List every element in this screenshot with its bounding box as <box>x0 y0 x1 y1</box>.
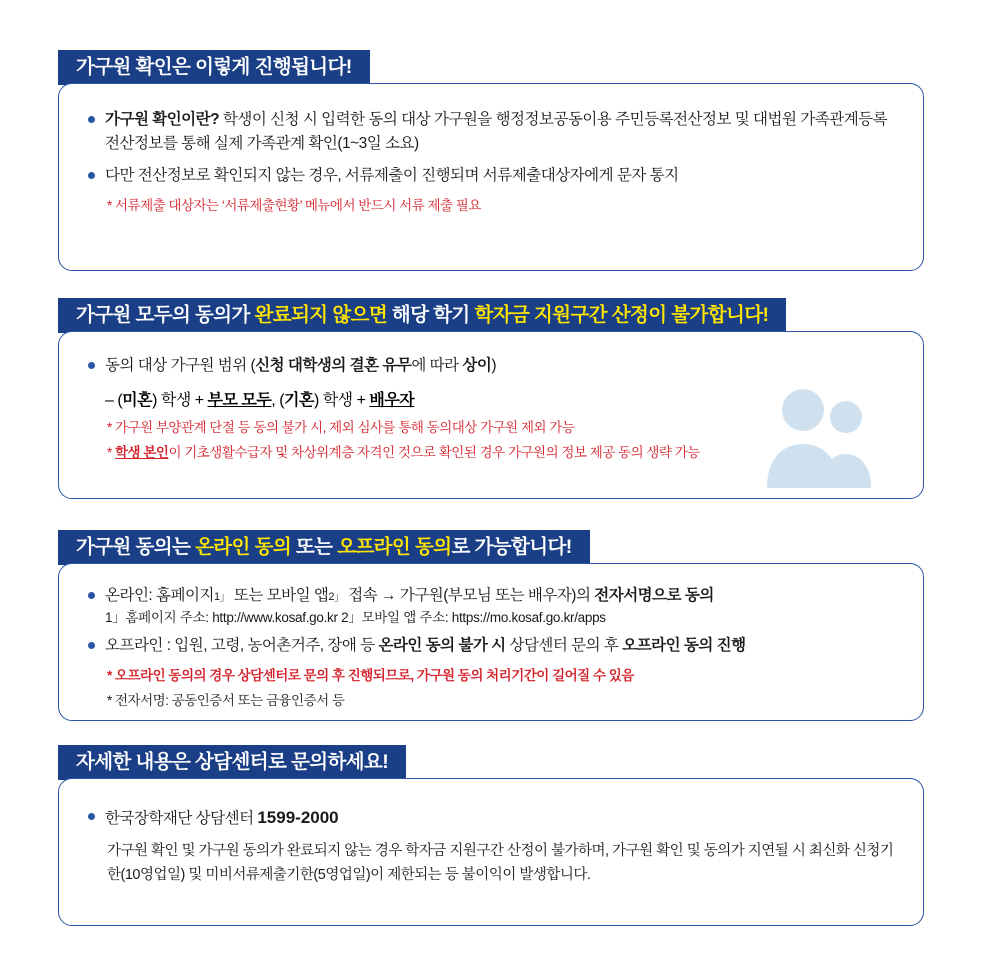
section-1-header-highlight: 가구원 확인 <box>76 56 173 78</box>
section-4-header-text: 자세한 내용은 상담센터로 문의하세요! <box>76 751 389 773</box>
bullet-1-lead: 가구원 확인이란? <box>105 111 220 129</box>
section-3-header <box>58 530 590 565</box>
section-4-bullet-list <box>85 805 897 831</box>
section-4-box <box>58 778 924 926</box>
counseling-phone-number: 1599-2000 <box>257 808 339 828</box>
list-item <box>85 354 897 377</box>
list-item <box>85 108 897 155</box>
section-1-header-rest: 은 이렇게 진행됩니다! <box>172 56 352 78</box>
section-3-header-part3: 로 가능합니다! <box>451 536 572 558</box>
section-2-note-1: * 가구원 부양관계 단절 등 동의 불가 시, 제외 심사를 통해 동의대상 가구원 제외 가능 <box>107 419 575 435</box>
section-3-bullet-2: 오프라인 : 입원, 고령, 농어촌거주, 장애 등 온라인 동의 불가 시 상담센터 문의 후 오프라인 동의 진행 <box>105 636 746 654</box>
section-2-header-highlight-1: 완료되지 않으면 <box>254 304 388 326</box>
section-3-note-2: * 전자서명: 공동인증서 또는 금융인증서 등 <box>107 693 345 709</box>
family-illustration-icon <box>739 384 889 488</box>
section-2-header-part2: 해당 학기 <box>387 304 475 326</box>
section-1-header <box>58 50 370 85</box>
section-2-bullet-list <box>85 354 897 377</box>
section-3-bullet-1-sub: 1」홈페이지 주소: http://www.kosaf.go.kr 2」모바일 앱 주소: https://mo.kosaf.go.kr/apps <box>105 609 606 625</box>
section-household-verification <box>58 50 924 271</box>
section-household-consent <box>58 298 924 499</box>
section-4-paragraph: 가구원 확인 및 가구원 동의가 완료되지 않는 경우 학자금 지원구간 산정이 불가하며, 가구원 확인 및 동의가 지연될 시 최신화 신청기한(10영업일) 및 미비서류제출기한(5영업일)이 제한되는 등 불이익이 발생합니다. <box>107 842 894 883</box>
list-item <box>85 634 897 657</box>
section-2-header-highlight-2: 학자금 지원구간 산정이 불가합니다! <box>474 304 769 326</box>
section-1-bullet-list <box>85 108 897 187</box>
section-3-header-highlight-2: 오프라인 동의 <box>337 536 452 558</box>
section-2-bullet-main: 동의 대상 가구원 범위 (신청 대학생의 결혼 유무에 따라 상이) <box>105 357 496 375</box>
section-1-box <box>58 83 924 271</box>
section-2-note-2: * 학생 본인이 기초생활수급자 및 차상위계층 자격인 것으로 확인된 경우 가구원의 정보 제공 동의 생략 가능 <box>107 444 700 460</box>
section-4-bullet-label: 한국장학재단 상담센터 <box>105 810 258 828</box>
list-item <box>85 805 897 831</box>
section-3-bullet-1: 온라인: 홈페이지1」 또는 모바일 앱2」 접속 → 가구원(부모님 또는 배우자)의 전자서명으로 동의 <box>105 587 714 605</box>
section-3-note-1: * 오프라인 동의의 경우 상담센터로 문의 후 진행되므로, 가구원 동의 처리기간이 길어질 수 있음 <box>107 668 634 684</box>
section-3-box <box>58 563 924 721</box>
section-2-header-part1: 가구원 모두의 동의가 <box>76 304 255 326</box>
section-3-header-highlight-1: 온라인 동의 <box>195 536 292 558</box>
section-2-box <box>58 331 924 499</box>
section-counseling-center <box>58 745 924 926</box>
bullet-1-text: 학생이 신청 시 입력한 동의 대상 가구원을 행정정보공동이용 주민등록전산정보 및 대법원 가족관계등록전산정보를 통해 실제 가족관계 확인(1~3일 소요) <box>105 111 888 152</box>
section-2-sub-line: – (미혼) 학생 + 부모 모두, (기혼) 학생 + 배우자 <box>105 391 415 409</box>
section-1-note-1: * 서류제출 대상자는 ‘서류제출현황’ 메뉴에서 반드시 서류 제출 필요 <box>107 198 481 214</box>
section-3-header-part2: 또는 <box>291 536 338 558</box>
section-4-header <box>58 745 406 780</box>
section-3-bullet-list <box>85 584 897 657</box>
section-3-header-part1: 가구원 동의는 <box>76 536 196 558</box>
bullet-2-text: 다만 전산정보로 확인되지 않는 경우, 서류제출이 진행되며 서류제출대상자에게 문자 통지 <box>105 166 679 184</box>
list-item <box>85 164 897 187</box>
list-item <box>85 584 897 628</box>
section-2-header <box>58 298 786 333</box>
section-consent-methods <box>58 530 924 721</box>
